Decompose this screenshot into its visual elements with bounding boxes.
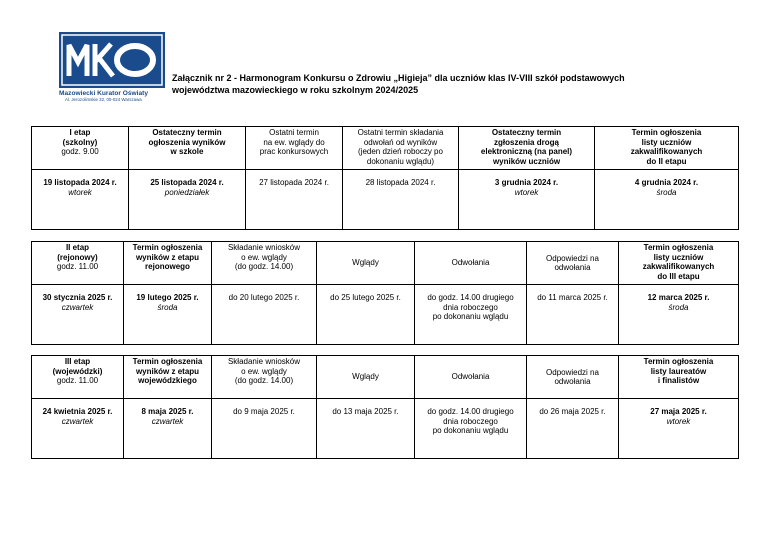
date-cell: 27 maja 2025 r. wtorek (619, 399, 739, 459)
schedule-table-stage-1 (31, 126, 739, 230)
date-cell: do 9 maja 2025 r. (212, 399, 317, 459)
table-row (32, 285, 739, 345)
header-cell: Odwołania (415, 242, 527, 285)
date-cell: 3 grudnia 2024 r. wtorek (459, 170, 595, 230)
table-row (32, 170, 739, 230)
date-cell: do godz. 14.00 drugiego dnia roboczego po dokonaniu wglądu (415, 399, 527, 459)
date-cell: do 20 lutego 2025 r. (212, 285, 317, 345)
date-cell: 30 stycznia 2025 r. czwartek (32, 285, 124, 345)
date-cell: 19 listopada 2024 r. wtorek (32, 170, 129, 230)
schedule-table-stage-3 (31, 355, 739, 459)
mko-logo-mark (59, 32, 165, 88)
logo-address: Al. Jerozolimskie 32, 00-024 Warszawa (65, 97, 142, 102)
date-cell: do godz. 14.00 drugiego dnia roboczego po dokonaniu wglądu (415, 285, 527, 345)
header-cell: Wglądy (317, 356, 415, 399)
header-cell: Termin ogłoszenia listy uczniów zakwalifikowanych do III etapu (619, 242, 739, 285)
header-cell: Wglądy (317, 242, 415, 285)
table-header-row (32, 356, 739, 399)
header-cell: Termin ogłoszenia listy uczniów zakwalifikowanych do II etapu (595, 127, 739, 170)
schedule-table-stage-2 (31, 241, 739, 345)
mko-logo (59, 32, 169, 102)
header-cell: Termin ogłoszenia wyników z etapu wojewódzkiego (124, 356, 212, 399)
header-cell: Odpowiedzi na odwołania (527, 356, 619, 399)
header-cell: Termin ogłoszenia wyników z etapu rejonowego (124, 242, 212, 285)
date-cell: 19 lutego 2025 r. środa (124, 285, 212, 345)
header-cell: II etap (rejonowy) godz. 11.00 (32, 242, 124, 285)
header-cell: Składanie wniosków o ew. wglądy (do godz. 14.00) (212, 242, 317, 285)
date-cell: do 26 maja 2025 r. (527, 399, 619, 459)
header-cell: Składanie wniosków o ew. wglądy (do godz. 14.00) (212, 356, 317, 399)
date-cell: 12 marca 2025 r. środa (619, 285, 739, 345)
document-title: Załącznik nr 2 - Harmonogram Konkursu o Zdrowiu „Higieja” dla uczniów klas IV-VIII szkół podstawowych województwa mazowieckiego w roku szkolnym 2024/2025 (172, 73, 625, 95)
header-cell: Ostateczny termin zgłoszenia drogą elektroniczną (na panel) wyników uczniów (459, 127, 595, 170)
logo-name: Mazowiecki Kurator Oświaty (59, 90, 149, 97)
date-cell: 24 kwietnia 2025 r. czwartek (32, 399, 124, 459)
table-header-row (32, 242, 739, 285)
header-cell: Ostateczny termin ogłoszenia wyników w szkole (129, 127, 246, 170)
date-cell: do 25 lutego 2025 r. (317, 285, 415, 345)
date-cell: 28 listopada 2024 r. (343, 170, 459, 230)
header-cell: Ostatni termin na ew. wglądy do prac konkursowych (246, 127, 343, 170)
date-cell: do 13 maja 2025 r. (317, 399, 415, 459)
table-row (32, 399, 739, 459)
header-cell: III etap (wojewódzki) godz. 11.00 (32, 356, 124, 399)
header-cell: Ostatni termin składania odwołań od wyników (jeden dzień roboczy po dokonaniu wglądu) (343, 127, 459, 170)
date-cell: 4 grudnia 2024 r. środa (595, 170, 739, 230)
header-cell: Odpowiedzi na odwołania (527, 242, 619, 285)
date-cell: 8 maja 2025 r. czwartek (124, 399, 212, 459)
header-cell: Odwołania (415, 356, 527, 399)
date-cell: do 11 marca 2025 r. (527, 285, 619, 345)
table-header-row (32, 127, 739, 170)
date-cell: 27 listopada 2024 r. (246, 170, 343, 230)
date-cell: 25 listopada 2024 r. poniedziałek (129, 170, 246, 230)
header-cell: Termin ogłoszenia listy laureatów i finalistów (619, 356, 739, 399)
header-cell: I etap (szkolny) godz. 9.00 (32, 127, 129, 170)
